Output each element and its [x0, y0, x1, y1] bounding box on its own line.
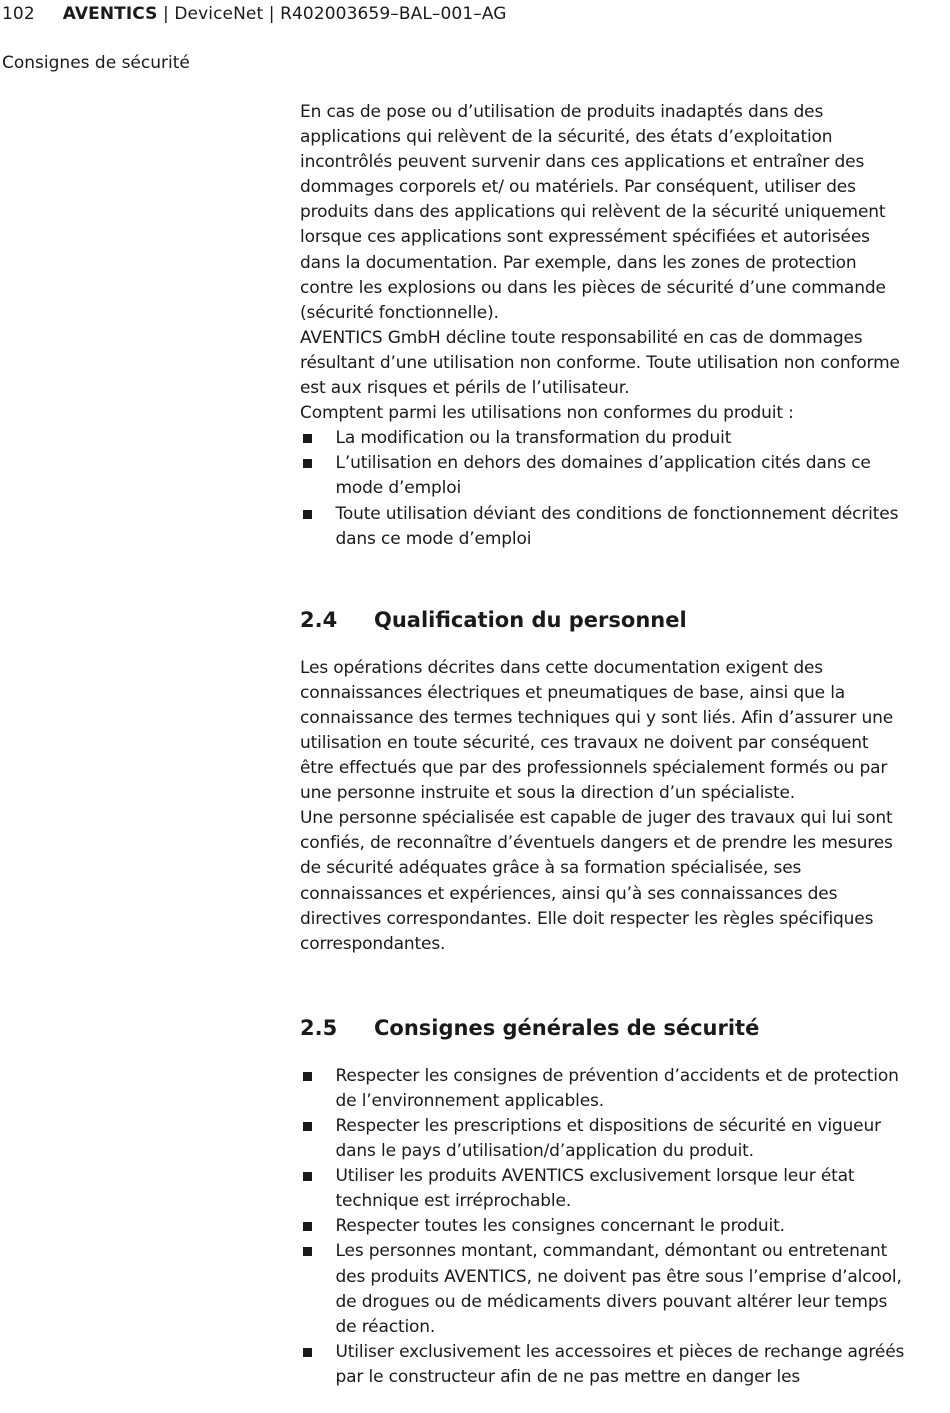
paragraph: AVENTICS GmbH décline toute responsabilité en cas de dommages résultant d’une utilisation non conforme. Toute utilisation non conforme est aux risques et périls de l’utilisateur.	[300, 327, 900, 399]
header-separator: |	[157, 4, 175, 24]
list-item	[300, 1340, 905, 1390]
square-bullet-icon	[303, 1222, 312, 1231]
list-item	[300, 1114, 905, 1164]
square-bullet-icon	[303, 1247, 312, 1256]
square-bullet-icon	[303, 1348, 312, 1357]
paragraph: Comptent parmi les utilisations non conformes du produit :	[300, 403, 794, 424]
list-item-text: Utiliser exclusivement les accessoires et pièces de rechange agréés par le constructeur afin de ne pas mettre en danger les	[335, 1341, 905, 1387]
list-item	[300, 502, 905, 552]
list-item-text: Les personnes montant, commandant, démontant ou entretenant des produits AVENTICS, ne doivent pas être sous l’emprise d’alcool, de drogues ou de médicaments divers pouvant altérer leur temps de réaction.	[335, 1241, 902, 1337]
square-bullet-icon	[303, 459, 312, 468]
section-heading	[300, 606, 905, 634]
intro-block	[300, 100, 905, 552]
section-title: Consignes générales de sécurité	[374, 1015, 760, 1040]
section-title: Qualification du personnel	[374, 607, 687, 632]
square-bullet-icon	[303, 1122, 312, 1131]
list-item	[300, 1239, 905, 1339]
square-bullet-icon	[303, 434, 312, 443]
page-header	[2, 3, 507, 25]
list-item-text: Toute utilisation déviant des conditions de fonctionnement décrites dans ce mode d’emploi	[335, 503, 899, 549]
list-item	[300, 1064, 905, 1114]
paragraph: Les opérations décrites dans cette documentation exigent des connaissances électriques et pneumatiques de base, ainsi que la connaissance des termes techniques qui y sont liés. Afin d’assurer une utilisation en toute sécurité, ces travaux ne doivent par conséquent être effectués que par des professionnels spécialement formés ou par une personne instruite et sous la direction d’un spécialiste.	[300, 657, 894, 804]
square-bullet-icon	[303, 1072, 312, 1081]
list-item-text: La modification ou la transformation du produit	[335, 428, 732, 449]
list-item-text: Utiliser les produits AVENTICS exclusivement lorsque leur état technique est irréprochable.	[335, 1166, 855, 1212]
list-item-text: L’utilisation en dehors des domaines d’application cités dans ce mode d’emploi	[335, 453, 871, 499]
list-item-text: Respecter les prescriptions et dispositions de sécurité en vigueur dans le pays d’utilisation/d’application du produit.	[335, 1116, 881, 1162]
document-code: R402003659–BAL–001–AG	[280, 4, 507, 24]
square-bullet-icon	[303, 1172, 312, 1181]
brand-name: AVENTICS	[62, 4, 158, 24]
list-item	[300, 426, 905, 451]
section-heading	[300, 1014, 905, 1042]
list-item-text: Respecter les consignes de prévention d’accidents et de protection de l’environnement applicables.	[335, 1065, 899, 1111]
misuse-list	[300, 426, 905, 551]
running-section-title: Consignes de sécurité	[2, 53, 190, 73]
square-bullet-icon	[303, 510, 312, 519]
list-item	[300, 1214, 905, 1239]
paragraph: En cas de pose ou d’utilisation de produits inadaptés dans des applications qui relèvent de la sécurité, des états d’exploitation incontrôlés peuvent survenir dans ces applications et entraîner des dommages corporels et/ ou matériels. Par conséquent, utiliser des produits dans des applications qui relèvent de la sécurité uniquement lorsque ces applications sont expressément spécifiées et autorisées dans la documentation. Par exemple, dans les zones de protection contre les explosions ou dans les pièces de sécurité d’une commande (sécurité fonctionnelle).	[300, 102, 886, 323]
section-number: 2.4	[300, 607, 338, 632]
main-content	[300, 100, 905, 1390]
page-number: 102	[2, 4, 35, 24]
safety-instructions-list	[300, 1064, 905, 1390]
header-separator: |	[263, 4, 281, 24]
paragraph: Une personne spécialisée est capable de juger des travaux qui lui sont confiés, de reconnaître d’éventuels dangers et de prendre les mesures de sécurité adéquates grâce à sa formation spécialisée, ses connaissances et expériences, ainsi qu’à ses connaissances des directives correspondantes. Elle doit respecter les règles spécifiques correspondantes.	[300, 808, 893, 954]
section-number: 2.5	[300, 1015, 338, 1040]
product-name: DeviceNet	[174, 4, 264, 24]
list-item	[300, 1164, 905, 1214]
list-item	[300, 451, 905, 501]
list-item-text: Respecter toutes les consignes concernant le produit.	[335, 1216, 785, 1237]
